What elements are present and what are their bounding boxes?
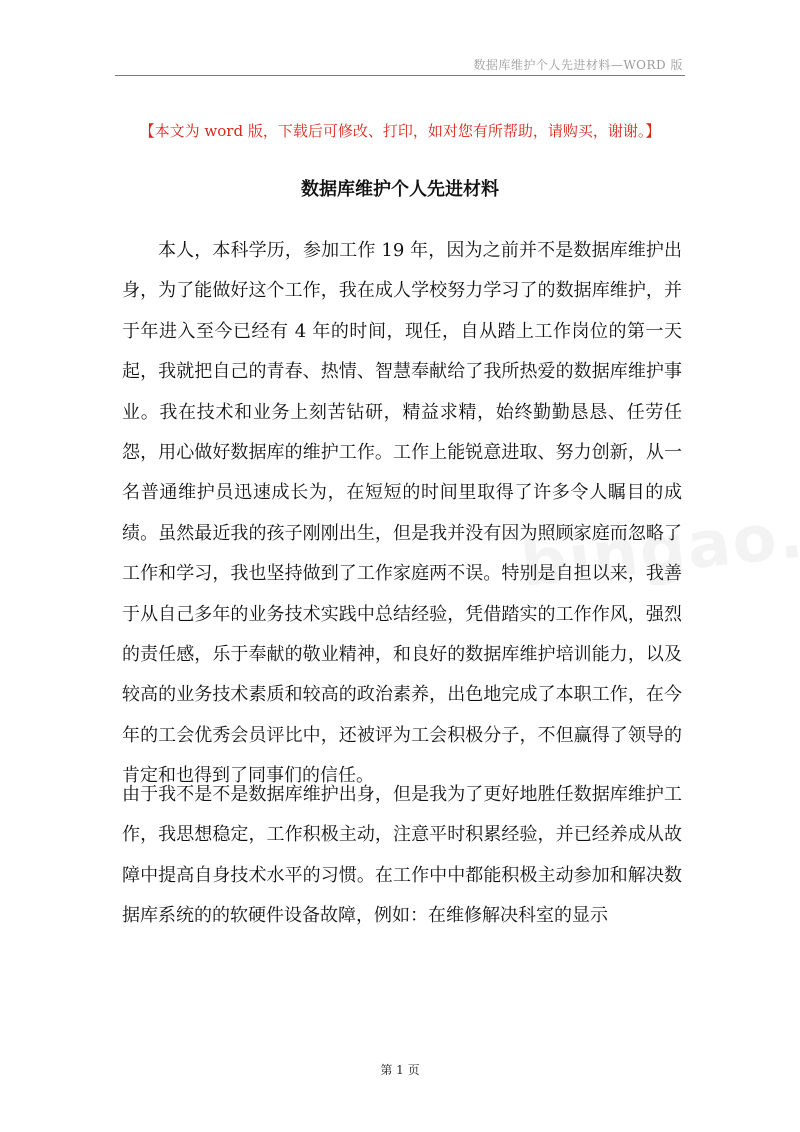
body-paragraph-2: 由于我不是不是数据库维护出身，但是我为了更好地胜任数据库维护工作，我思想稳定，工作积极主动，注意平时积累经验，并已经养成从故障中提高自身技术水平的习惯。在工作中中都能积极主动参加和解决数据库系统的的软硬件设备故障，例如：在维修解决科室的显示 (122, 784, 682, 927)
document-title: 数据库维护个人先进材料 (301, 179, 499, 200)
running-header: 数据库维护个人先进材料—WORD 版 (473, 58, 683, 72)
body-paragraph-1: 本人，本科学历，参加工作 19 年，因为之前并不是数据库维护出身，为了能做好这个工作，我在成人学校努力学习了的数据库维护，并于年进入至今已经有 4 年的时间，现任，自从踏上工作岗位的第一天起，我就把自己的青春、热情、智慧奉献给了我所热爱的数据库维护事业。我在技术和业务上刻苦钻研，精益求精，始终勤勤恳恳、任劳任怨，用心做好数据库的维护工作。工作上能锐意进取、努力创新，从一名普通维护员迅速成长为，在短短的时间里取得了许多令人瞩目的成绩。虽然最近我的孩子刚刚出生，但是我并没有因为照顾家庭而忽略了工作和学习，我也坚持做到了工作家庭两不误。特别是自担以来，我善于从自己多年的业务技术实践中总结经验，凭借踏实的工作作风，强烈的责任感，乐于奉献的敬业精神，和良好的数据库维护培训能力，以及较高的业务技术素质和较高的政治素养，出色地完成了本职工作，在今年的工会优秀会员评比中，还被评为工会积极分子，不但赢得了领导的肯定和也得到了同事们的信任。 (122, 240, 682, 787)
header-divider (115, 75, 685, 76)
page-number: 第 1 页 (380, 1063, 420, 1077)
purchase-notice: 【本文为 word 版，下载后可修改、打印，如对您有所帮助，请购买，谢谢。】 (139, 122, 661, 140)
